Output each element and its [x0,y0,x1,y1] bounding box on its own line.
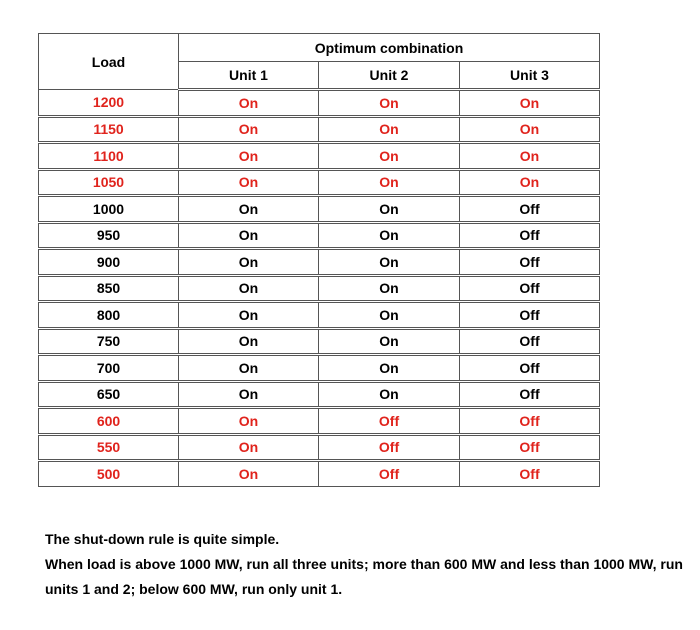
unit-1-cell: On [179,222,319,249]
unit-2-cell: Off [319,434,460,461]
unit-1-header: Unit 1 [179,62,319,90]
unit-3-cell: Off [460,381,600,408]
table-row [39,196,600,223]
unit-1-cell: On [179,116,319,143]
unit-2-cell: On [319,169,460,196]
unit-2-cell: On [319,90,460,117]
table-row [39,461,600,487]
unit-1-cell: On [179,381,319,408]
unit-3-cell: Off [460,461,600,487]
unit-2-cell: On [319,143,460,170]
unit-3-cell: On [460,90,600,117]
unit-1-cell: On [179,328,319,355]
unit-3-cell: Off [460,302,600,329]
table-row [39,169,600,196]
load-cell: 600 [39,408,179,435]
load-cell: 1100 [39,143,179,170]
unit-1-cell: On [179,169,319,196]
table-row [39,143,600,170]
load-cell: 650 [39,381,179,408]
unit-2-cell: On [319,302,460,329]
load-cell: 550 [39,434,179,461]
table-row [39,116,600,143]
unit-2-cell: On [319,222,460,249]
unit-3-cell: Off [460,275,600,302]
unit-3-cell: Off [460,328,600,355]
unit-2-cell: On [319,381,460,408]
load-column-header: Load [39,34,179,90]
unit-commitment-table [38,33,600,487]
unit-3-header: Unit 3 [460,62,600,90]
load-cell: 750 [39,328,179,355]
unit-1-cell: On [179,196,319,223]
unit-3-cell: Off [460,222,600,249]
table-row [39,275,600,302]
unit-2-cell: On [319,196,460,223]
unit-3-cell: Off [460,434,600,461]
load-cell: 1150 [39,116,179,143]
load-cell: 900 [39,249,179,276]
unit-2-cell: On [319,355,460,382]
load-cell: 1050 [39,169,179,196]
load-cell: 1000 [39,196,179,223]
unit-2-cell: On [319,116,460,143]
unit-3-cell: Off [460,408,600,435]
load-cell: 700 [39,355,179,382]
load-cell: 950 [39,222,179,249]
unit-2-cell: On [319,275,460,302]
table-row [39,434,600,461]
optimum-combination-header: Optimum combination [179,34,600,62]
table-row [39,222,600,249]
table-row [39,355,600,382]
unit-2-cell: Off [319,461,460,487]
unit-1-cell: On [179,434,319,461]
unit-1-cell: On [179,302,319,329]
unit-1-cell: On [179,461,319,487]
load-cell: 800 [39,302,179,329]
unit-3-cell: On [460,116,600,143]
unit-2-cell: On [319,328,460,355]
unit-1-cell: On [179,408,319,435]
table-row [39,408,600,435]
unit-3-cell: Off [460,196,600,223]
unit-3-cell: Off [460,249,600,276]
unit-1-cell: On [179,90,319,117]
table-row [39,90,600,117]
unit-1-cell: On [179,355,319,382]
table-row [39,249,600,276]
unit-3-cell: Off [460,355,600,382]
table-row [39,381,600,408]
unit-1-cell: On [179,143,319,170]
unit-1-cell: On [179,249,319,276]
unit-3-cell: On [460,169,600,196]
shutdown-rule-note [45,527,695,602]
note-line-1: The shut-down rule is quite simple. [45,531,280,547]
unit-1-cell: On [179,275,319,302]
table-row [39,302,600,329]
load-cell: 500 [39,461,179,487]
unit-2-cell: Off [319,408,460,435]
load-cell: 1200 [39,90,179,117]
load-cell: 850 [39,275,179,302]
unit-2-cell: On [319,249,460,276]
unit-2-header: Unit 2 [319,62,460,90]
table-row [39,328,600,355]
note-line-2: When load is above 1000 MW, run all three units; more than 600 MW and less than 1000 MW, run units 1 and 2; below 600 MW, run only unit 1. [45,556,683,597]
unit-3-cell: On [460,143,600,170]
table-body [39,90,600,487]
